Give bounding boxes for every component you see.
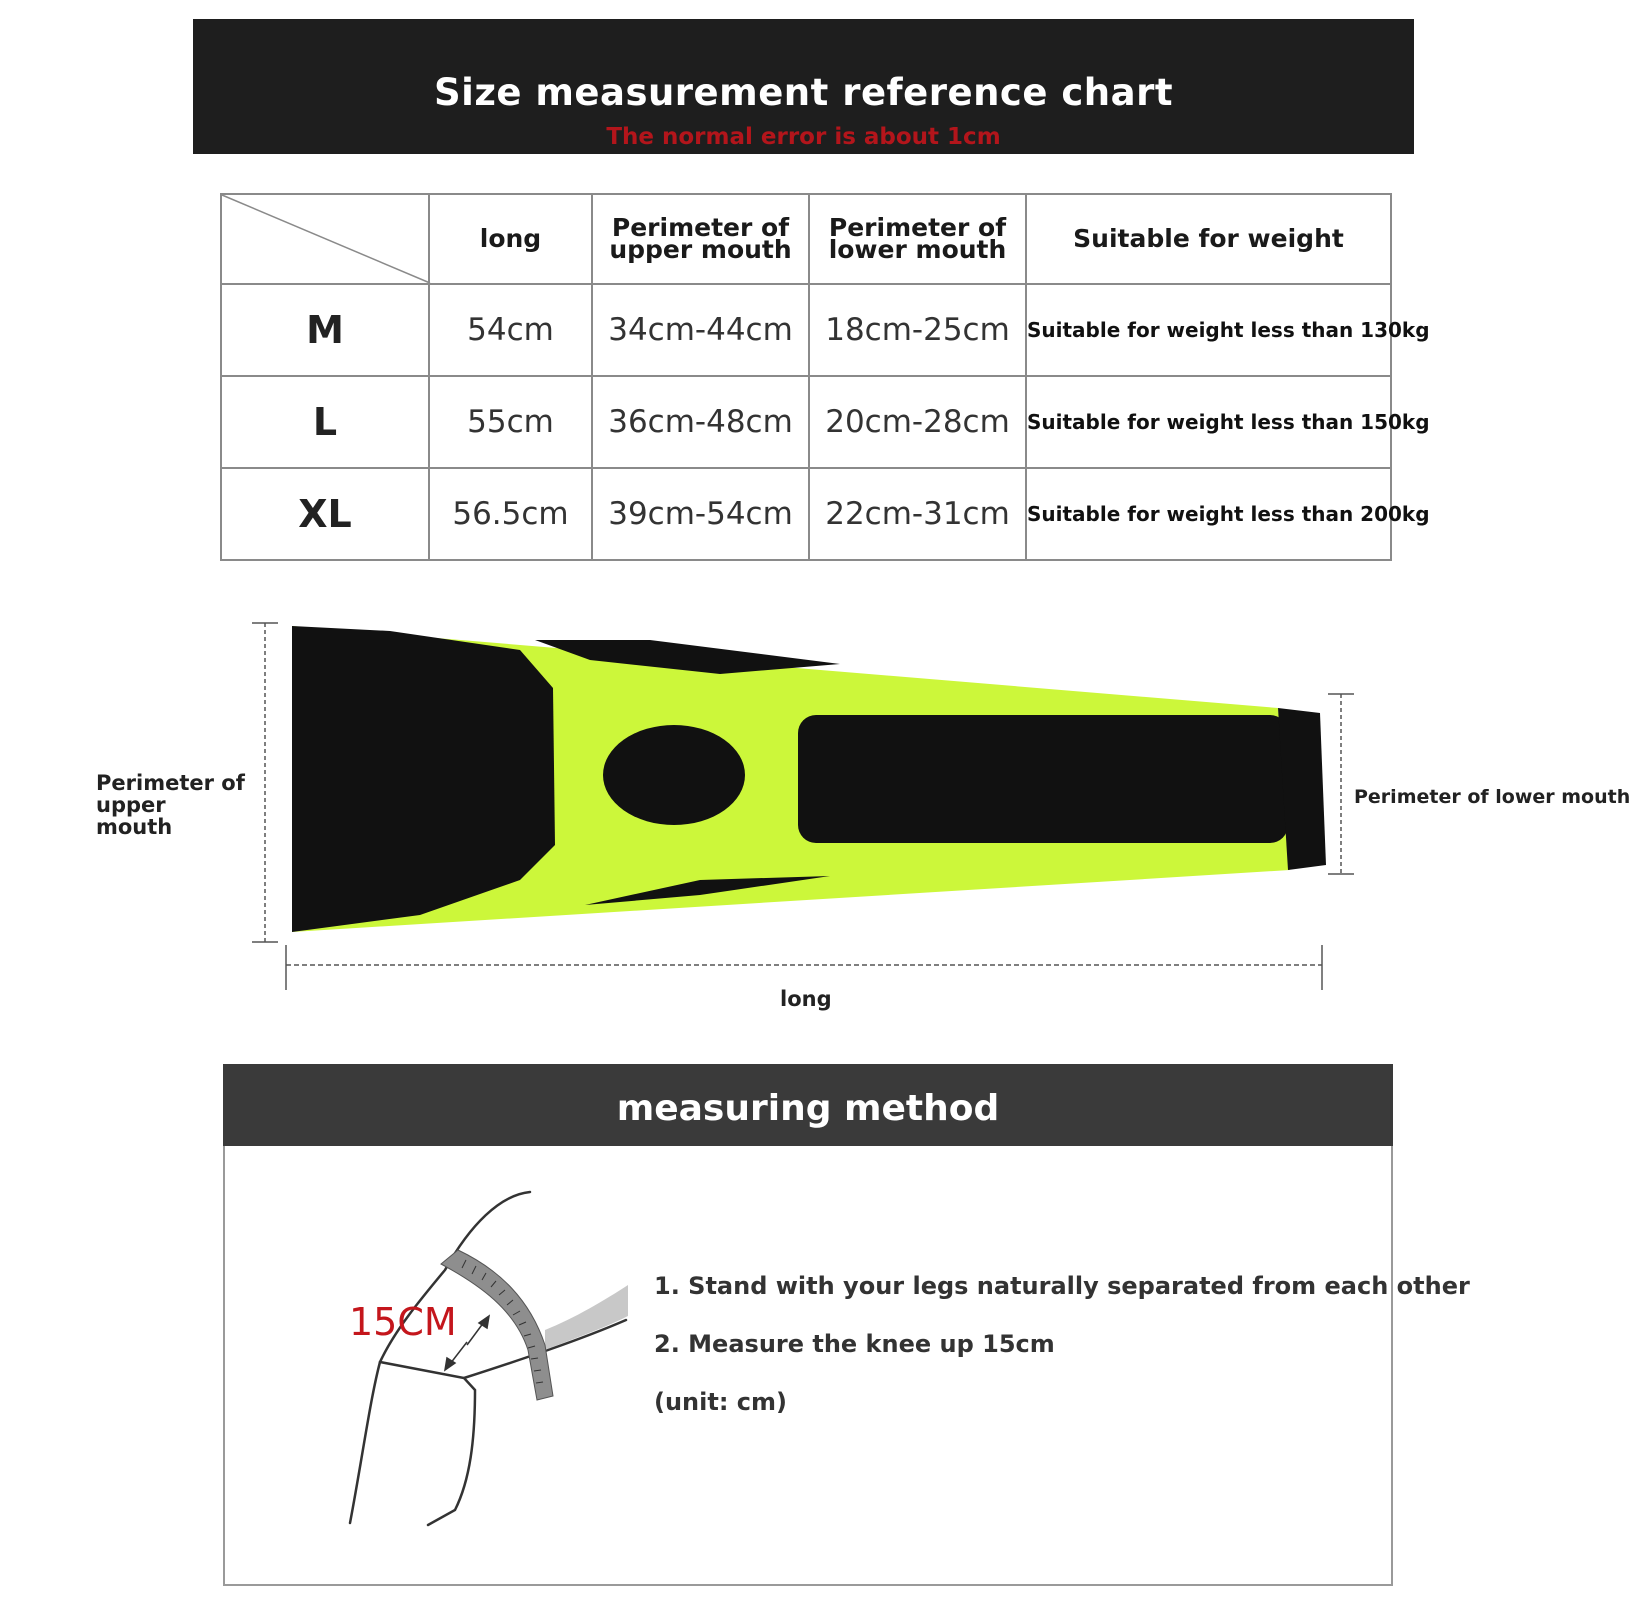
knee-outline	[380, 1362, 475, 1525]
sleeve-lower-panel	[798, 715, 1288, 843]
weight-cell: Suitable for weight less than 130kg	[1026, 284, 1391, 376]
error-note: The normal error is about 1cm	[606, 124, 1001, 150]
table-row	[221, 376, 1391, 468]
method-step-2: 2. Measure the knee up 15cm	[654, 1330, 1055, 1358]
weight-cell: Suitable for weight less than 200kg	[1026, 468, 1391, 560]
measure-15cm-label: 15CM	[349, 1300, 457, 1344]
corner-cell	[221, 194, 429, 284]
col-header-upper	[592, 194, 809, 284]
method-banner	[223, 1064, 1393, 1146]
size-cell: L	[221, 376, 429, 468]
corner-diagonal	[222, 195, 430, 285]
lower-cell: 20cm-28cm	[809, 376, 1026, 468]
col-header-upper-line1: Perimeter of	[611, 213, 790, 242]
lower-cell: 18cm-25cm	[809, 284, 1026, 376]
weight-cell: Suitable for weight less than 150kg	[1026, 376, 1391, 468]
size-cell: M	[221, 284, 429, 376]
table-row	[221, 284, 1391, 376]
upper-cell: 34cm-44cm	[592, 284, 809, 376]
upper-dimension-line	[252, 623, 278, 942]
knee-illustration	[330, 1180, 630, 1540]
length-label: long	[780, 987, 832, 1011]
method-step-1: 1. Stand with your legs naturally separated from each other	[654, 1272, 1470, 1300]
sleeve-knee-hole	[603, 725, 745, 825]
table-header-row	[221, 194, 1391, 284]
leg-front-outline	[350, 1362, 380, 1523]
col-header-lower	[809, 194, 1026, 284]
upper-cell: 36cm-48cm	[592, 376, 809, 468]
col-header-weight: Suitable for weight	[1026, 194, 1391, 284]
col-header-long: long	[429, 194, 592, 284]
method-title: measuring method	[616, 1088, 1000, 1129]
col-header-lower-line2: lower mouth	[828, 235, 1007, 264]
thigh-shading	[545, 1285, 628, 1350]
header-banner	[193, 19, 1414, 154]
lower-perimeter-label: Perimeter of lower mouth	[1354, 786, 1630, 808]
lower-dimension-line	[1328, 694, 1354, 874]
long-cell: 56.5cm	[429, 468, 592, 560]
length-dimension-line	[286, 945, 1322, 990]
table-row	[221, 468, 1391, 560]
col-header-upper-line2: upper mouth	[609, 235, 792, 264]
long-cell: 55cm	[429, 376, 592, 468]
upper-perimeter-label: Perimeter of upper mouth	[96, 771, 245, 839]
method-unit-note: (unit: cm)	[654, 1388, 787, 1416]
page-title: Size measurement reference chart	[433, 71, 1174, 114]
long-cell: 54cm	[429, 284, 592, 376]
lower-cell: 22cm-31cm	[809, 468, 1026, 560]
size-table	[220, 193, 1430, 561]
upper-cell: 39cm-54cm	[592, 468, 809, 560]
size-cell: XL	[221, 468, 429, 560]
col-header-lower-line1: Perimeter of	[828, 213, 1007, 242]
